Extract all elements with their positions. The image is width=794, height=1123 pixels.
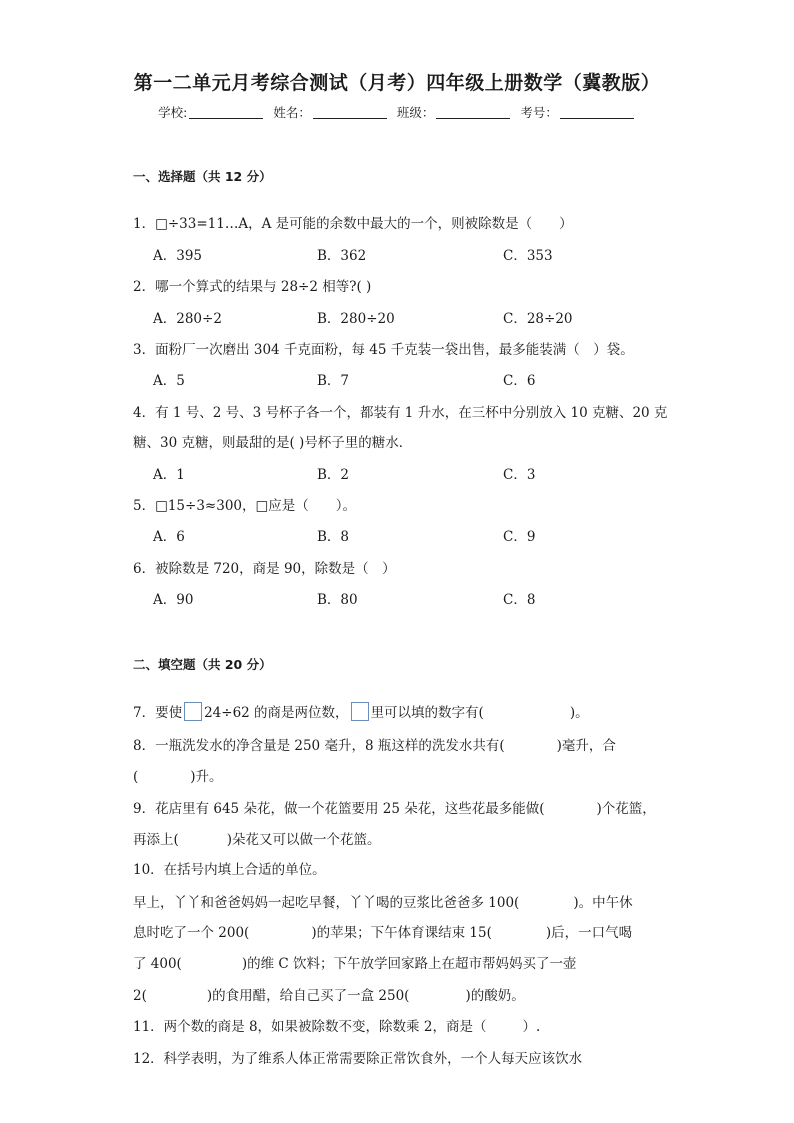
question-6-stem: 6．被除数是 720，商是 90，除数是（ ） xyxy=(133,561,396,577)
q9-text-a: 9．花店里有 645 朵花，做一个花篮要用 25 朵花，这些花最多能做( xyxy=(133,801,545,817)
q3-option-a[interactable]: A．5 xyxy=(153,373,185,389)
question-11 xyxy=(133,1015,540,1035)
q10-text-2b: )的苹果；下午体育课结束 15( xyxy=(311,925,492,941)
section-heading-fill: 二、填空题（共 20 分） xyxy=(133,657,272,672)
q5-option-a[interactable]: A．6 xyxy=(153,529,185,545)
school-blank[interactable] xyxy=(189,106,263,119)
q7-box-1[interactable] xyxy=(184,702,202,721)
q5-option-c[interactable]: C．9 xyxy=(503,529,536,545)
q3-option-c[interactable]: C．6 xyxy=(503,373,536,389)
q9-text-c: 再添上( xyxy=(133,832,179,848)
question-9-line-2 xyxy=(133,828,381,848)
q6-option-c[interactable]: C．8 xyxy=(503,592,536,608)
q10-text-2a: 息时吃了一个 200( xyxy=(133,925,250,941)
q7-text-b: 24÷62 的商是两位数， xyxy=(204,705,349,721)
name-label: 姓名： xyxy=(273,105,311,120)
q1-option-a[interactable]: A．395 xyxy=(153,248,203,264)
exam-number-label: 考号： xyxy=(520,105,558,120)
question-4-stem: 4．有 1 号、2 号、3 号杯子各一个，都装有 1 升水，在三杯中分别放入 10 克糖、20 克 xyxy=(133,405,668,421)
q7-text-c: 里可以填的数字有( xyxy=(370,705,484,721)
q10-text-1b: )。中午休 xyxy=(573,895,633,911)
q2-option-b[interactable]: B．280÷20 xyxy=(317,311,395,327)
q7-box-2[interactable] xyxy=(351,702,369,721)
q4-option-b[interactable]: B．2 xyxy=(317,467,350,483)
question-4-stem-cont: 糖、30 克糖，则最甜的是( )号杯子里的糖水． xyxy=(133,435,413,451)
student-info-line xyxy=(0,103,794,121)
q5-option-b[interactable]: B．8 xyxy=(317,529,350,545)
school-label: 学校: xyxy=(158,105,188,120)
q2-option-a[interactable]: A．280÷2 xyxy=(153,311,222,327)
q6-option-a[interactable]: A．90 xyxy=(153,592,194,608)
q9-text-d: )朵花又可以做一个花篮。 xyxy=(226,832,381,848)
exam-number-blank[interactable] xyxy=(560,106,634,119)
question-5-stem: 5．□15÷3≈300，□应是（ ）。 xyxy=(133,498,357,514)
q2-option-c[interactable]: C．28÷20 xyxy=(503,311,573,327)
question-8-line-1 xyxy=(133,734,616,754)
question-3-stem: 3．面粉厂一次磨出 304 千克面粉，每 45 千克装一袋出售，最多能装满（ ）袋。 xyxy=(133,342,634,358)
q8-text-c: ( xyxy=(133,769,139,785)
q10-text-4a: 2( xyxy=(133,988,147,1004)
name-blank[interactable] xyxy=(313,106,387,119)
question-10-line-2 xyxy=(133,921,632,941)
page-title: 第一二单元月考综合测试（月考）四年级上册数学（冀教版） xyxy=(133,72,661,94)
q10-text-1a: 早上，丫丫和爸爸妈妈一起吃早餐，丫丫喝的豆浆比爸爸多 100( xyxy=(133,895,520,911)
q10-text-3b: )的维 C 饮料；下午放学回家路上在超市帮妈妈买了一壶 xyxy=(241,956,577,972)
question-10-line-3 xyxy=(133,952,577,972)
question-1-stem: 1．□÷33=11…A，A 是可能的余数中最大的一个，则被除数是（ ） xyxy=(133,216,573,232)
question-9-line-1 xyxy=(133,797,656,817)
q9-text-b: )个花篮， xyxy=(596,801,656,817)
q11-text-a: 11．两个数的商是 8，如果被除数不变，除数乘 2，商是（ xyxy=(133,1019,487,1035)
q1-option-c[interactable]: C．353 xyxy=(503,248,553,264)
question-2-stem: 2．哪一个算式的结果与 28÷2 相等?( ) xyxy=(133,279,372,295)
q4-option-a[interactable]: A．1 xyxy=(153,467,185,483)
q10-text-4c: )的酸奶。 xyxy=(465,988,525,1004)
q8-text-a: 8．一瓶洗发水的净含量是 250 毫升，8 瓶这样的洗发水共有( xyxy=(133,738,505,754)
question-12: 12．科学表明，为了维系人体正常需要除正常饮食外，一个人每天应该饮水 xyxy=(133,1051,583,1067)
q8-text-d: )升。 xyxy=(190,769,223,785)
q10-text-2c: )后，一口气喝 xyxy=(545,925,633,941)
question-7 xyxy=(133,701,589,721)
question-10-line-4 xyxy=(133,984,525,1004)
question-10-line-1 xyxy=(133,891,633,911)
q4-option-c[interactable]: C．3 xyxy=(503,467,536,483)
q7-text-a: 7．要使 xyxy=(133,705,183,721)
section-heading-choice: 一、选择题（共 12 分） xyxy=(133,169,272,184)
q6-option-b[interactable]: B．80 xyxy=(317,592,358,608)
class-blank[interactable] xyxy=(436,106,510,119)
q8-text-b: )毫升，合 xyxy=(556,738,616,754)
q1-option-b[interactable]: B．362 xyxy=(317,248,367,264)
class-label: 班级： xyxy=(396,105,435,120)
q10-text-3a: 了 400( xyxy=(133,956,182,972)
q7-text-d: )。 xyxy=(569,705,589,721)
q3-option-b[interactable]: B．7 xyxy=(317,373,350,389)
q11-text-b: ）. xyxy=(522,1019,541,1035)
question-10-stem: 10．在括号内填上合适的单位。 xyxy=(133,862,326,878)
q10-text-4b: )的食用醋，给自己买了一盒 250( xyxy=(206,988,410,1004)
question-8-line-2 xyxy=(133,765,223,785)
